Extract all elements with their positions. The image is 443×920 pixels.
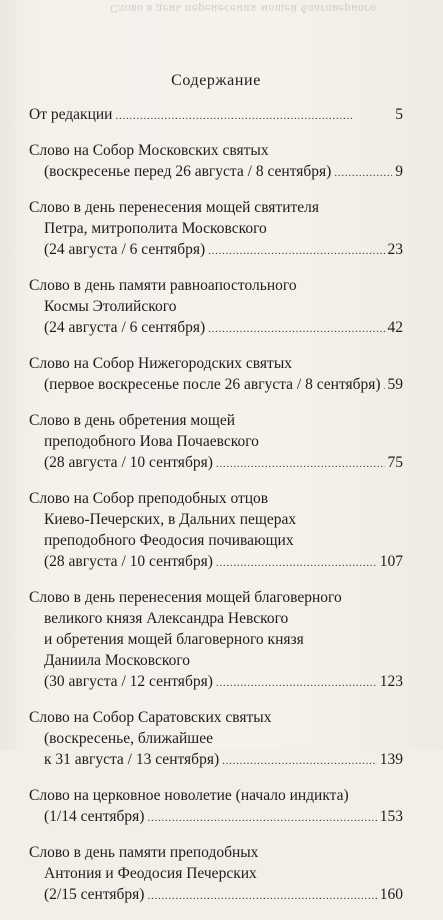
page-number: 153 <box>379 808 403 825</box>
toc-entry-line: Даниила Московского <box>44 652 191 669</box>
toc-entry-line: (2/15 сентября) <box>44 886 145 903</box>
toc-entry-last-line <box>29 671 403 694</box>
toc-entry[interactable] <box>29 785 403 829</box>
toc-entry-line: Слово на Собор преподобных отцов <box>29 490 269 507</box>
table-of-contents <box>29 72 403 920</box>
bleed-through-text: Слово в день перенесения мощей благоверного <box>110 2 377 13</box>
toc-entry-line: к 31 августа / 13 сентября) <box>44 751 220 768</box>
toc-entry-line: (воскресенье, ближайшее <box>44 730 213 747</box>
toc-entry-line: Слово на Собор Саратовских святых <box>29 709 272 726</box>
toc-entry[interactable] <box>29 140 403 184</box>
dot-leader <box>115 104 392 127</box>
toc-entry-line: (30 августа / 12 сентября) <box>44 673 213 690</box>
page-number: 123 <box>379 673 403 690</box>
dot-leader <box>208 317 384 340</box>
toc-entry[interactable] <box>29 707 403 772</box>
toc-entry-last-line <box>29 317 403 340</box>
page-number: 5 <box>395 106 403 123</box>
toc-entry-line: (24 августа / 6 сентября) <box>44 319 206 336</box>
page-title: Содержание <box>171 72 261 89</box>
toc-entry-last-line <box>29 452 403 475</box>
toc-entry-line: (воскресенье перед 26 августа / 8 сентября) <box>44 163 332 180</box>
toc-entry[interactable] <box>29 842 403 907</box>
toc-entry-line: От редакции <box>29 106 113 123</box>
page-number: 139 <box>379 751 403 768</box>
toc-entry-line: (1/14 сентября) <box>44 808 145 825</box>
toc-entry-line: Слово на Собор Московских святых <box>29 142 269 159</box>
toc-list <box>29 104 403 907</box>
toc-entry-last-line <box>29 161 403 184</box>
toc-entry-line: Киево-Печерских, в Дальних пещерах <box>44 511 297 528</box>
dot-leader <box>147 884 376 907</box>
page-number: 42 <box>387 319 403 336</box>
dot-leader <box>334 161 392 184</box>
toc-entry-line: Слово в день обретения мощей <box>29 412 236 429</box>
page-number: 23 <box>387 241 403 258</box>
toc-entry-line: Слово в день перенесения мощей святителя <box>29 199 320 216</box>
toc-entry-line: великого князя Александра Невского <box>44 610 289 627</box>
dot-leader <box>147 806 376 829</box>
toc-entry[interactable] <box>29 587 403 694</box>
page-number: 75 <box>387 454 403 471</box>
toc-entry-line: Слово на церковное новолетие (начало индикта) <box>29 787 349 804</box>
toc-entry-line: Слово на Собор Нижегородских святых <box>29 355 292 372</box>
toc-entry[interactable] <box>29 353 403 397</box>
toc-entry[interactable] <box>29 197 403 262</box>
toc-entry-last-line <box>29 374 403 397</box>
toc-entry-last-line <box>29 884 403 907</box>
page-number: 9 <box>395 163 403 180</box>
toc-entry-line: (первое воскресенье после 26 августа / 8 сентября) <box>44 376 381 393</box>
toc-entry-last-line <box>29 239 403 262</box>
dot-leader <box>208 239 384 262</box>
dot-leader <box>216 551 377 574</box>
dot-leader <box>216 671 377 694</box>
toc-entry-line: Слово в день памяти преподобных <box>29 844 259 861</box>
dot-leader <box>216 452 385 475</box>
toc-entry[interactable] <box>29 275 403 340</box>
toc-entry-line: Слово в день памяти равноапостольного <box>29 277 297 294</box>
toc-entry-last-line <box>29 551 403 574</box>
dot-leader <box>222 749 377 772</box>
toc-entry[interactable] <box>29 410 403 475</box>
toc-entry-line: и обретения мощей благоверного князя <box>44 631 304 648</box>
toc-entry-last-line <box>29 806 403 829</box>
toc-entry-last-line <box>29 749 403 772</box>
toc-entry-line: (24 августа / 6 сентября) <box>44 241 206 258</box>
page-number: 107 <box>379 553 403 570</box>
dot-leader <box>384 374 385 397</box>
page-number: 59 <box>387 376 403 393</box>
toc-entry-line: Петра, митрополита Московского <box>44 220 267 237</box>
toc-entry-line: Антония и Феодосия Печерских <box>44 865 257 882</box>
toc-entry-last-line <box>29 104 403 127</box>
toc-entry[interactable] <box>29 488 403 574</box>
toc-entry-line: (28 августа / 10 сентября) <box>44 553 213 570</box>
toc-entry-line: (28 августа / 10 сентября) <box>44 454 213 471</box>
toc-entry-line: Слово в день перенесения мощей благоверного <box>29 589 342 606</box>
toc-entry[interactable] <box>29 104 403 127</box>
toc-entry-line: Космы Этолийского <box>44 298 177 315</box>
toc-entry-line: преподобного Феодосия почивающих <box>44 532 294 549</box>
toc-entry-line: преподобного Иова Почаевского <box>44 433 259 450</box>
page-number: 160 <box>379 886 403 903</box>
